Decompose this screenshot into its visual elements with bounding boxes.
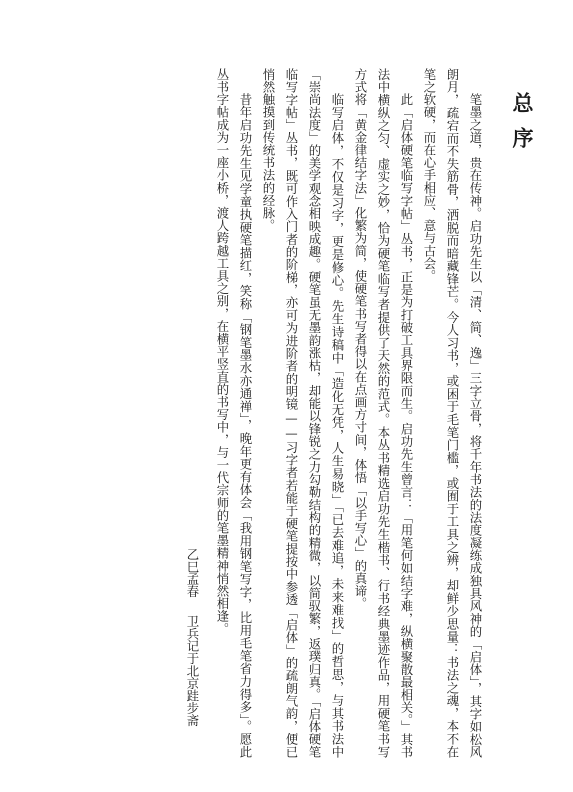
signature	[170, 548, 204, 788]
preface-body	[211, 68, 487, 758]
signature-author: 卫兵记于北京跬步斋	[185, 614, 200, 727]
paragraph-4: 昔年启功先生见学童执硬笔描红，笑称「钢笔墨水亦通禅」，晚年更有体会「我用钢笔写字，比用毛笔省力得多」。愿此丛书字帖成为一座小桥，渡人跨越工具之别，在横平竖直的书写中，与一代宗师的笔墨精神悄然相逢。	[215, 68, 253, 758]
paragraph-2: 此「启体硬笔临写字帖」丛书，正是为打破工具界限而生。启功先生曾言：「用笔何如结字难，纵横聚散最相关。」其书法中横纵之匀、虚实之妙，恰为硬笔临写者提供了天然的范式。本丛书精选启功先生楷书、行书经典墨迹作品，用硬笔书写方式将「黄金律结字法」化繁为简，使硬笔书写者得以在点画方寸间，体悟「以手写心」的真谛。	[353, 68, 414, 758]
page-title: 总序	[510, 92, 534, 162]
paragraph-1: 笔墨之道，贵在传神。启功先生以「清、简、逸」三字立骨，将千年书法的法度凝练成独具风神的「启体」，其字如松风朗月，疏宕而不失筋骨，洒脱而暗藏锋芒。今人习书，或困于毛笔门槛，或囿于工具之辨，却鲜少思量：书法之魂，本不在笔之软硬，而在心手相应、意与古会。	[422, 68, 483, 758]
signature-date: 乙巳孟春	[185, 548, 200, 598]
paragraph-3: 临写启体，不仅是习字，更是修心。先生诗稿中「造化无凭，人生易晓」「已去难追，未来难找」的哲思，与其书法中「崇尚法度」的美学观念相映成趣。硬笔虽无墨韵涨枯，却能以锋锐之力勾勒结构的精微，以简驭繁，返璞归真。「启体硬笔临写字帖」丛书，既可作入门者的阶梯，亦可为进阶者的明镜——习字者若能于硬笔提按中参透「启体」的疏朗气韵，便已悄然触摸到传统书法的经脉。	[261, 68, 345, 758]
